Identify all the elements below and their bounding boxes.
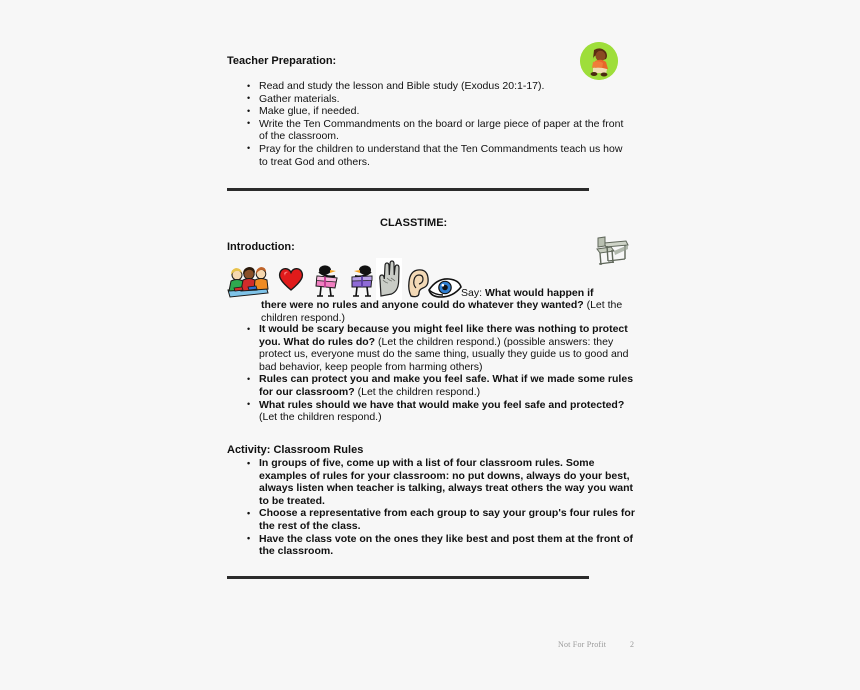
list-item	[245, 118, 625, 143]
school-desk-chair-icon	[592, 234, 632, 275]
list-item-label: Write the Ten Commandments on the board or large piece of paper at the front of the classroom.	[259, 117, 624, 143]
introduction-list	[245, 323, 637, 424]
bird-with-purple-gift-icon	[347, 264, 377, 303]
heart-icon	[277, 266, 305, 297]
footer-label: Not For Profit	[558, 640, 607, 649]
list-item-label: Read and study the lesson and Bible study (Exodus 20:1-17).	[259, 80, 545, 92]
list-item-bold: Rules can protect you and make you feel safe. What if we made some rules for our classroom?	[259, 373, 634, 398]
list-item	[245, 105, 625, 118]
activity-heading: Activity: Classroom Rules	[227, 444, 364, 456]
say-label: Say:	[461, 287, 483, 299]
teacher-preparation-heading: Teacher Preparation:	[227, 55, 337, 67]
child-reading-book-circle-icon	[580, 42, 618, 80]
list-item-label: Gather materials.	[259, 92, 340, 105]
list-item	[245, 457, 637, 507]
children-group-icon	[226, 266, 270, 303]
list-item-regular: (Let the children respond.)	[357, 385, 481, 398]
list-item	[245, 93, 625, 106]
list-item-label: Make glue, if needed.	[259, 105, 360, 118]
list-item-label: Pray for the children to understand that the Ten Commandments teach us how to treat God and others.	[259, 142, 623, 168]
list-item-label: Have the class vote on the ones they like best and post them at the front of the classroom.	[259, 532, 633, 558]
activity-list	[245, 457, 637, 558]
section-divider-top	[227, 188, 589, 191]
introduction-heading: Introduction:	[227, 241, 295, 253]
list-item-bold: What rules should we have that would make you feel safe and protected?	[259, 398, 625, 411]
list-item	[245, 399, 637, 424]
say-bold-first-line: What would happen if	[485, 287, 594, 299]
list-item	[245, 533, 637, 558]
say-tail: (Let the children respond.)	[261, 299, 623, 324]
list-item	[245, 143, 625, 168]
list-item	[245, 373, 637, 398]
list-item	[245, 323, 637, 373]
list-item-bold: It would be scary because you might feel like there was nothing to protect you. What do rules do?	[259, 323, 628, 348]
list-item-regular: (Let the children respond.)	[259, 411, 382, 424]
say-bold-continuation: there were no rules and anyone could do whatever they wanted? (Let the children respond.)	[261, 299, 623, 324]
teacher-preparation-list	[245, 80, 625, 168]
list-item	[245, 80, 625, 93]
footer-page-number: 2	[630, 640, 635, 649]
list-item-label: Choose a representative from each group to say your group's four rules for the rest of the class.	[259, 507, 635, 532]
list-item	[245, 507, 637, 532]
classtime-heading: CLASSTIME:	[380, 217, 448, 229]
list-item-label: In groups of five, come up with a list of four classroom rules. Some examples of rules for your classroom: no put downs, always do your best, always listen when teacher is talking, always treat others the way you want to be treated.	[259, 457, 634, 507]
section-divider-bottom	[227, 576, 589, 579]
hand-icon	[376, 260, 402, 303]
list-item-regular: (Let the children respond.) (possible answers: they protect us, everyone must do the same thing, usually they guide us to good and bad behavior, keep people from harming others)	[259, 335, 629, 373]
bird-with-pink-gift-icon	[313, 264, 343, 303]
